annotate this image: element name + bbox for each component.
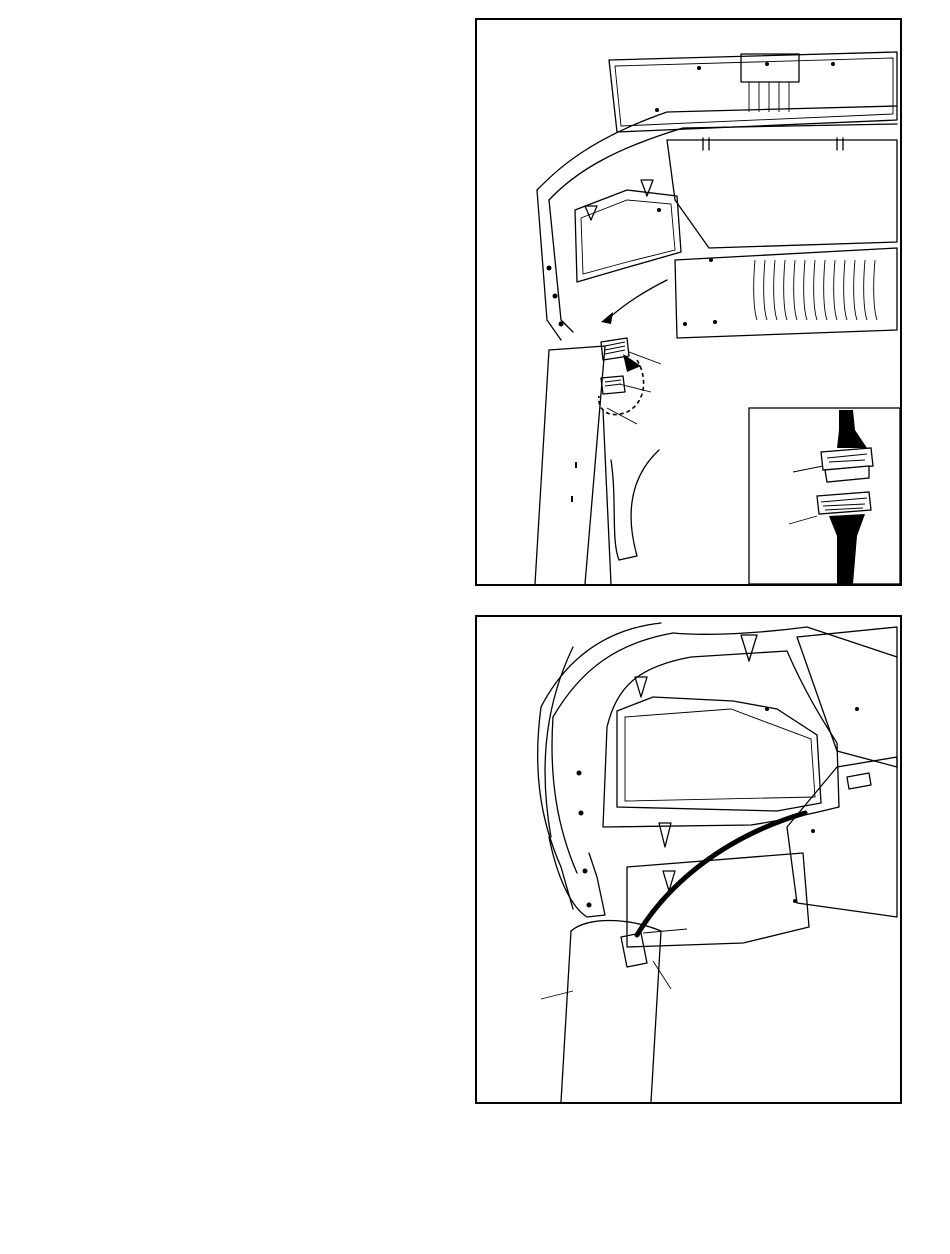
left-arm (549, 837, 605, 917)
shroud-edge (541, 623, 661, 707)
handle-cutout (611, 450, 659, 560)
console-wiring-illustration (477, 20, 900, 584)
dashed-arrow (599, 360, 644, 415)
figure-bottom (475, 615, 902, 1104)
callout-leader-2 (619, 384, 651, 392)
callout-leader-4 (643, 929, 687, 933)
wire (609, 280, 667, 318)
callout-leader-3 (607, 408, 637, 424)
upper-housing (667, 140, 897, 248)
front-cover (673, 627, 897, 657)
display-cavity (617, 697, 821, 811)
upright-post-bottom (571, 921, 661, 1103)
hinge-bracket (741, 54, 799, 82)
figure-top (475, 18, 902, 586)
connector-inset (749, 408, 900, 584)
wire-routing-illustration (477, 617, 900, 1102)
callout-leader-6 (541, 991, 573, 999)
callout-leader-5 (653, 961, 671, 989)
routed-wire (637, 813, 805, 935)
lower-housing (627, 853, 809, 947)
